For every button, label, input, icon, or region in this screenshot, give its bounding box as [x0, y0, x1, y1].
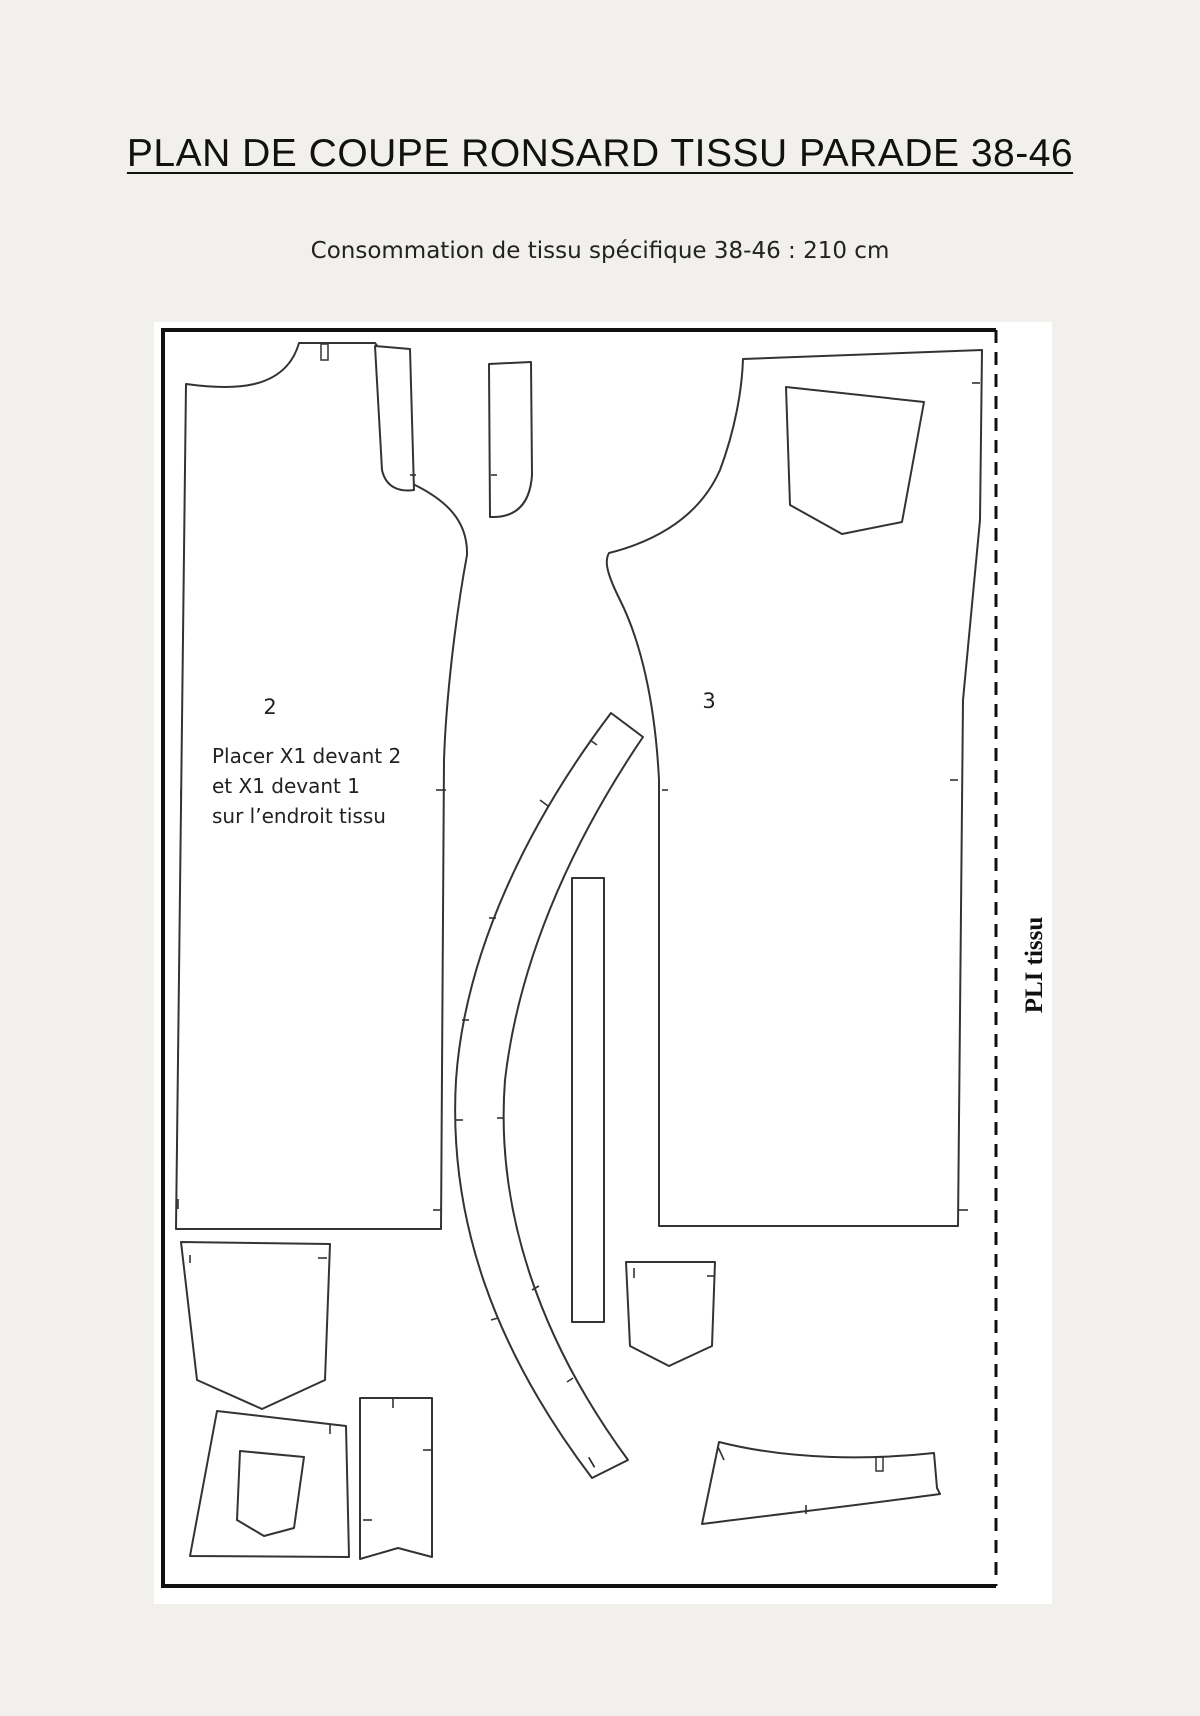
pattern-piece-narrow-strip [572, 878, 604, 1322]
fabric-consumption: Consommation de tissu spécifique 38-46 : 210 cm [310, 238, 890, 264]
pattern-piece-pocket-bag [237, 1451, 304, 1536]
pattern-piece-small-pocket [626, 1262, 715, 1366]
page-title-text: PLAN DE COUPE RONSARD TISSU PARADE 38-46 [126, 132, 1074, 175]
pattern-piece-fly-strip [360, 1398, 432, 1559]
pattern-piece-small-facing [489, 362, 532, 517]
piece-1-label: I [584, 1453, 599, 1472]
note-line-1: Placer X1 devant 2 [212, 744, 402, 768]
piece-2-label: 2 [263, 695, 277, 719]
fold-label: PLI tissu [1021, 916, 1048, 1014]
note-line-3: sur l’endroit tissu [212, 804, 386, 828]
piece-3-label: 3 [702, 689, 716, 713]
pattern-piece-3-pocket [786, 387, 924, 534]
note-line-2: et X1 devant 1 [212, 774, 360, 798]
